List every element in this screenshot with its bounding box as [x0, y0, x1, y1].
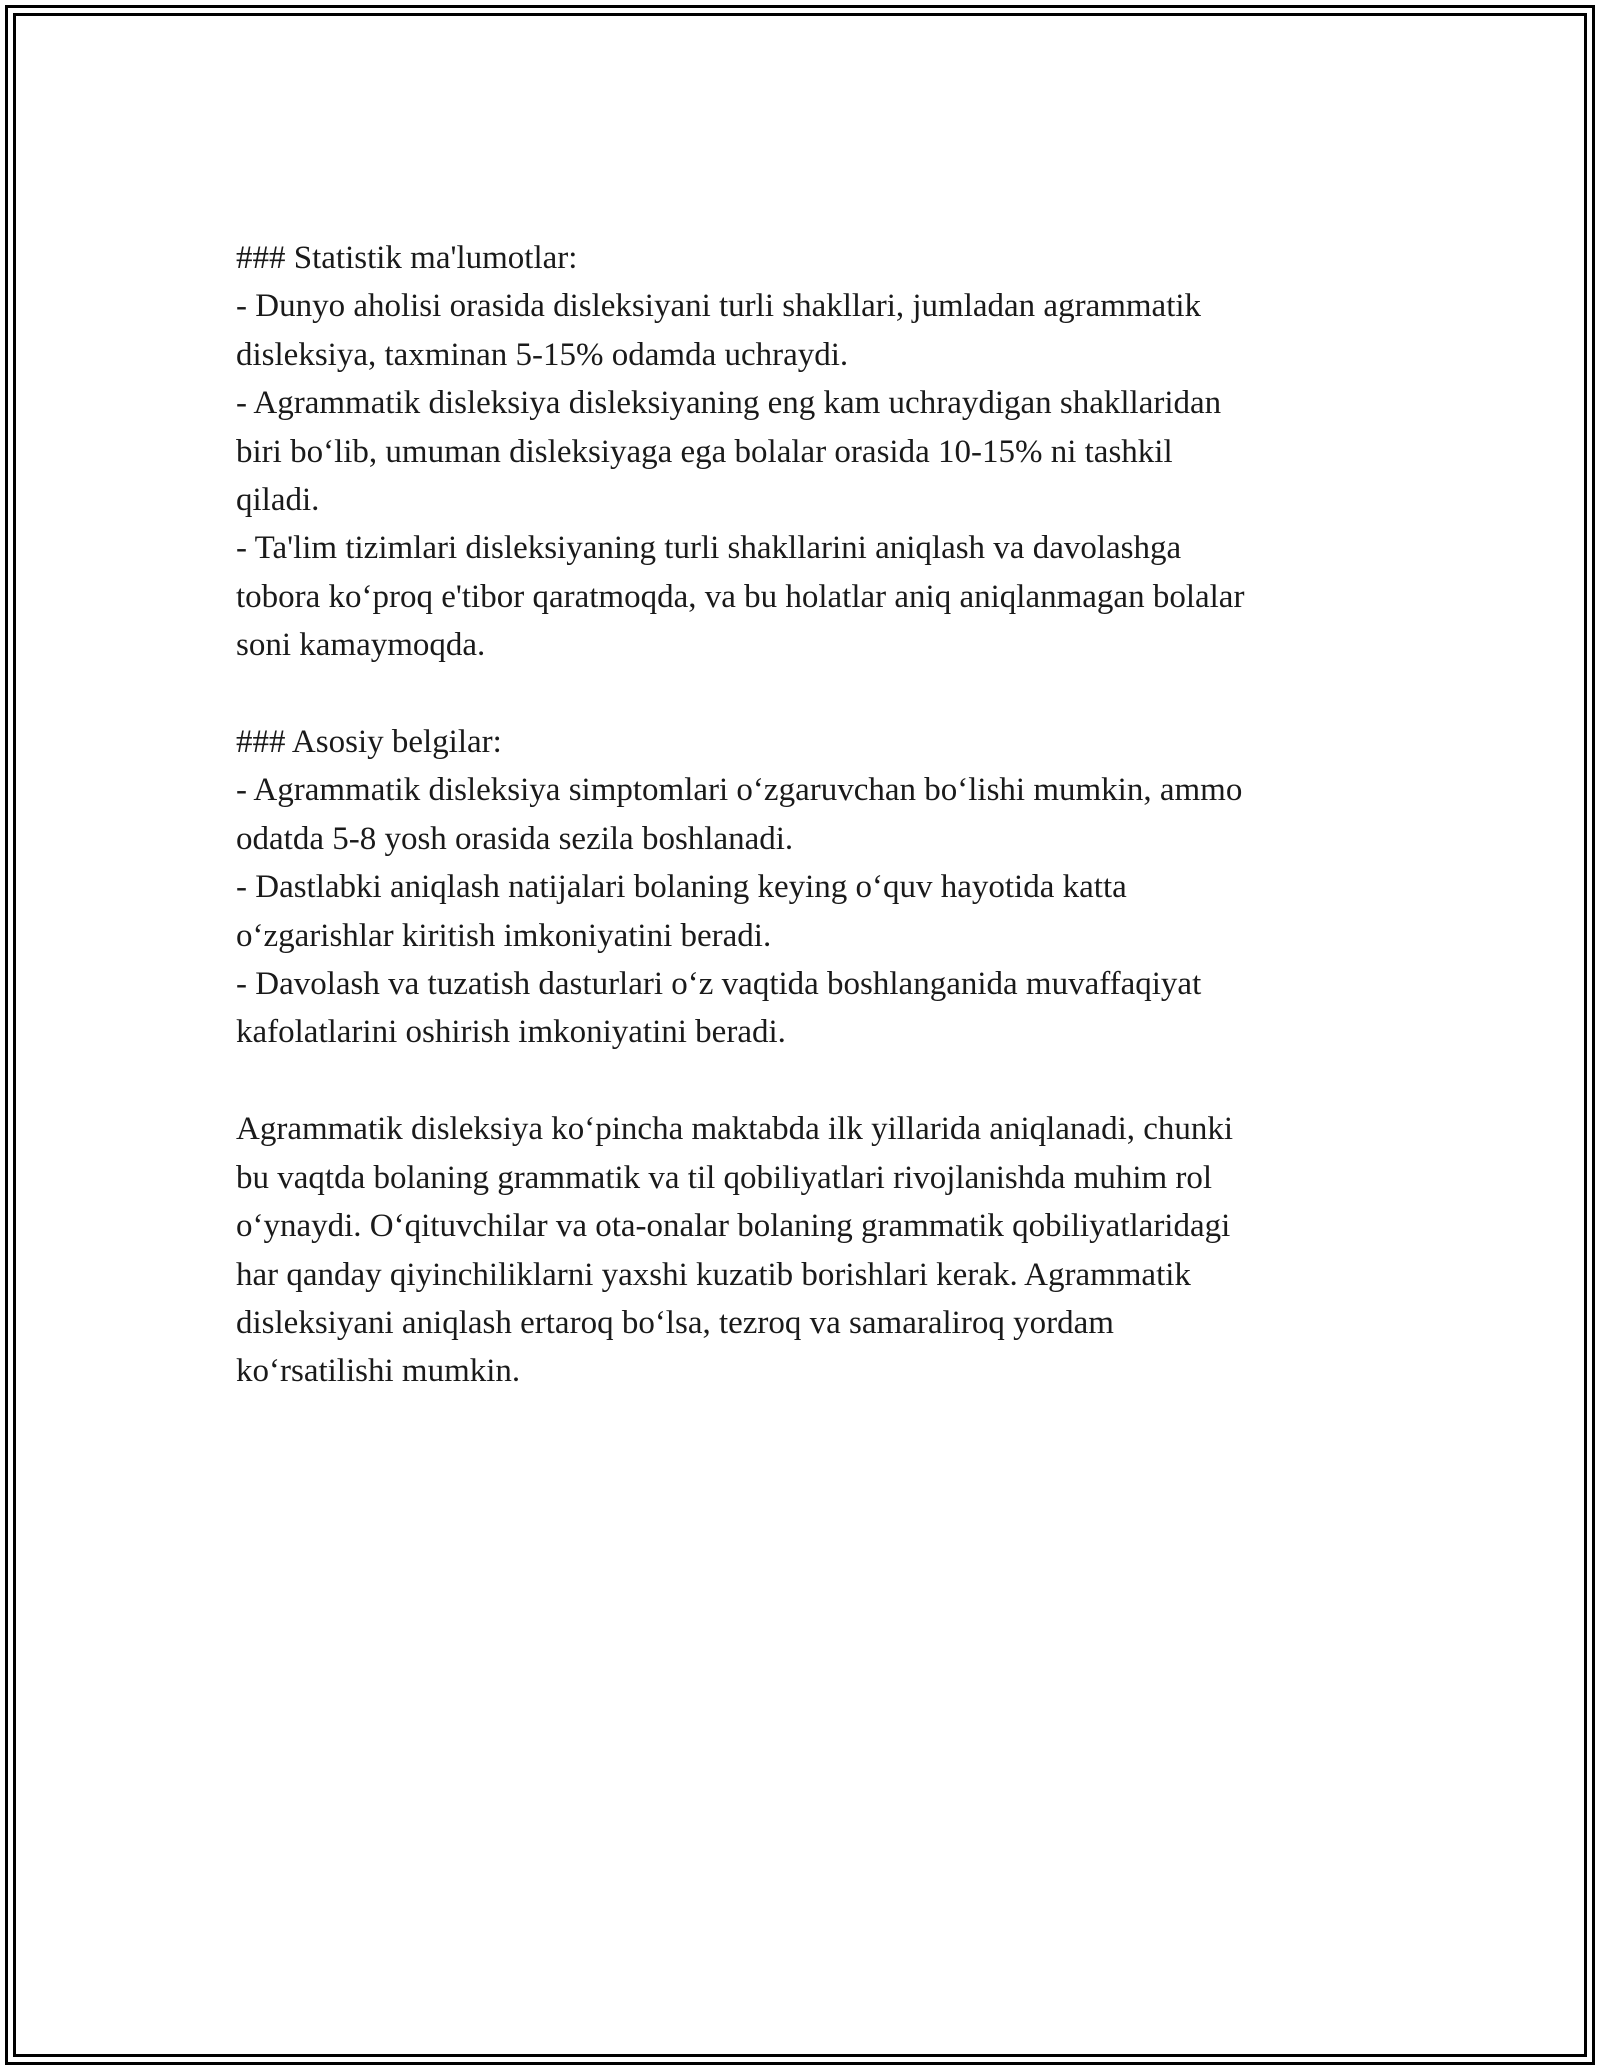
signs-line: - Agrammatik disleksiya simptomlari oʻzgaruvchan boʻlishi mumkin, ammo: [236, 772, 1243, 809]
signs-line: - Dastlabki aniqlash natijalari bolaning keying oʻquv hayotida katta: [236, 869, 1127, 906]
closing-line: koʻrsatilishi mumkin.: [236, 1353, 521, 1390]
paragraph-spacer: [236, 670, 1376, 718]
closing-line: Agrammatik disleksiya koʻpincha maktabda ilk yillarida aniqlanadi, chunki: [236, 1111, 1234, 1148]
closing-line: har qanday qiyinchiliklarni yaxshi kuzatib borishlari kerak. Agrammatik: [236, 1256, 1191, 1293]
statistics-line: disleksiya, taxminan 5-15% odamda uchraydi.: [236, 336, 849, 373]
signs-section: [236, 718, 1376, 1057]
closing-paragraph: [236, 1105, 1376, 1395]
statistics-line: - Dunyo aholisi orasida disleksiyani turli shakllari, jumladan agrammatik: [236, 288, 1202, 325]
statistics-section: [236, 234, 1376, 670]
document-body: [236, 234, 1376, 1396]
statistics-heading: ### Statistik ma'lumotlar:: [236, 240, 578, 276]
statistics-line: - Ta'lim tizimlari disleksiyaning turli shakllarini aniqlash va davolashga: [236, 530, 1182, 567]
closing-line: bu vaqtda bolaning grammatik va til qobiliyatlari rivojlanishda muhim rol: [236, 1159, 1213, 1196]
signs-line: oʻzgarishlar kiritish imkoniyatini beradi.: [236, 917, 772, 954]
signs-line: - Davolash va tuzatish dasturlari oʻz vaqtida boshlanganida muvaffaqiyat: [236, 966, 1202, 1003]
statistics-line: tobora koʻproq e'tibor qaratmoqda, va bu holatlar aniq aniqlanmagan bolalar: [236, 578, 1245, 615]
signs-heading: ### Asosiy belgilar:: [236, 724, 502, 761]
signs-line: kafolatlarini oshirish imkoniyatini beradi.: [236, 1014, 786, 1051]
paragraph-spacer: [236, 1057, 1376, 1105]
statistics-line: biri boʻlib, umuman disleksiyaga ega bolalar orasida 10-15% ni tashkil: [236, 433, 1173, 470]
closing-line: disleksiyani aniqlash ertaroq boʻlsa, tezroq va samaraliroq yordam: [236, 1304, 1114, 1341]
statistics-line: qiladi.: [236, 482, 320, 519]
statistics-line: soni kamaymoqda.: [236, 627, 486, 664]
signs-line: odatda 5-8 yosh orasida sezila boshlanadi.: [236, 820, 794, 857]
closing-line: oʻynaydi. Oʻqituvchilar va ota-onalar bolaning grammatik qobiliyatlaridagi: [236, 1208, 1231, 1245]
statistics-line: - Agrammatik disleksiya disleksiyaning eng kam uchraydigan shakllaridan: [236, 385, 1222, 422]
